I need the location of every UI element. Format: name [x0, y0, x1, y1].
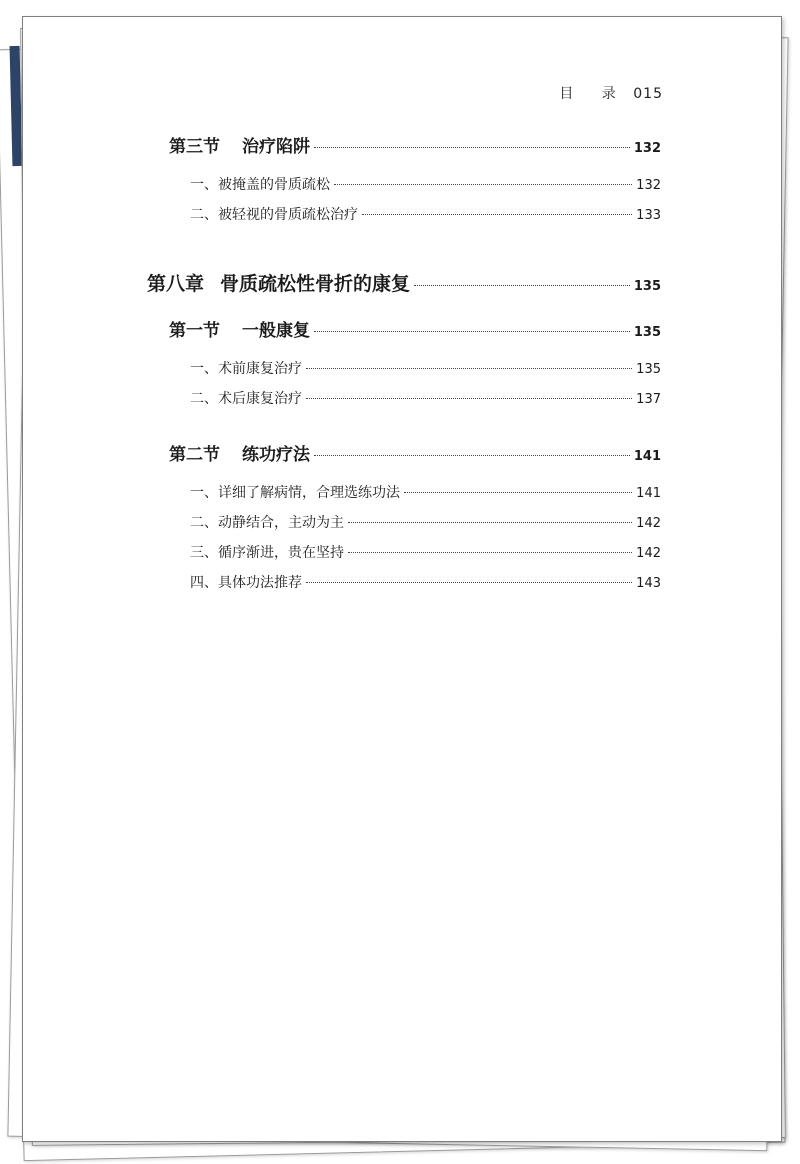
toc-page-number: 141: [633, 449, 661, 464]
dot-leader: [362, 214, 632, 215]
toc-title: 三、循序渐进，贵在坚持: [190, 545, 344, 561]
toc-page-number: 137: [636, 392, 661, 407]
toc-label: 第八章: [147, 273, 205, 295]
dot-leader: [334, 184, 632, 185]
toc-label: 第三节: [169, 137, 220, 157]
toc-page-number: 143: [636, 576, 661, 591]
toc-label: 第一节: [169, 321, 220, 341]
dot-leader: [414, 285, 630, 286]
dot-leader: [306, 582, 632, 583]
toc-item-entry[interactable]: [190, 512, 661, 532]
toc-page-number: 135: [633, 279, 661, 294]
toc-section-entry[interactable]: [169, 316, 661, 341]
toc-title: 一般康复: [242, 321, 310, 341]
toc-item-entry[interactable]: [190, 174, 661, 194]
table-of-contents: [23, 17, 781, 1141]
toc-page-number: 135: [633, 325, 661, 340]
toc-page-number: 141: [636, 486, 661, 501]
toc-title: 骨质疏松性骨折的康复: [220, 273, 411, 295]
dot-leader: [306, 368, 632, 369]
toc-title: 治疗陷阱: [242, 137, 310, 157]
page-number: 015: [633, 86, 663, 102]
toc-title: 四、具体功法推荐: [190, 575, 302, 591]
toc-chapter-entry[interactable]: [147, 269, 661, 296]
dot-leader: [306, 398, 632, 399]
toc-title: 一、详细了解病情，合理选练功法: [190, 485, 400, 501]
dot-leader: [348, 522, 632, 523]
toc-page: [22, 16, 782, 1142]
toc-page-number: 133: [636, 208, 661, 223]
dot-leader: [404, 492, 632, 493]
dot-leader: [314, 455, 630, 456]
toc-page-number: 132: [636, 178, 661, 193]
toc-title: 二、术后康复治疗: [190, 391, 302, 407]
toc-title: 练功疗法: [242, 445, 310, 465]
toc-item-entry[interactable]: [190, 358, 661, 378]
toc-page-number: 142: [636, 516, 661, 531]
toc-page-number: 132: [633, 141, 661, 156]
toc-title: 二、被轻视的骨质疏松治疗: [190, 207, 358, 223]
toc-section-entry[interactable]: [169, 132, 661, 157]
toc-title: 一、被掩盖的骨质疏松: [190, 177, 330, 193]
toc-page-number: 135: [636, 362, 661, 377]
toc-item-entry[interactable]: [190, 204, 661, 224]
toc-item-entry[interactable]: [190, 572, 661, 592]
toc-section-entry[interactable]: [169, 440, 661, 465]
toc-page-number: 142: [636, 546, 661, 561]
toc-title: 一、术前康复治疗: [190, 361, 302, 377]
running-head-title: 目 录: [559, 86, 628, 102]
toc-item-entry[interactable]: [190, 388, 661, 408]
dot-leader: [348, 552, 632, 553]
toc-title: 二、动静结合，主动为主: [190, 515, 344, 531]
toc-item-entry[interactable]: [190, 542, 661, 562]
toc-label: 第二节: [169, 445, 220, 465]
toc-item-entry[interactable]: [190, 482, 661, 502]
dot-leader: [314, 331, 630, 332]
dot-leader: [314, 147, 630, 148]
